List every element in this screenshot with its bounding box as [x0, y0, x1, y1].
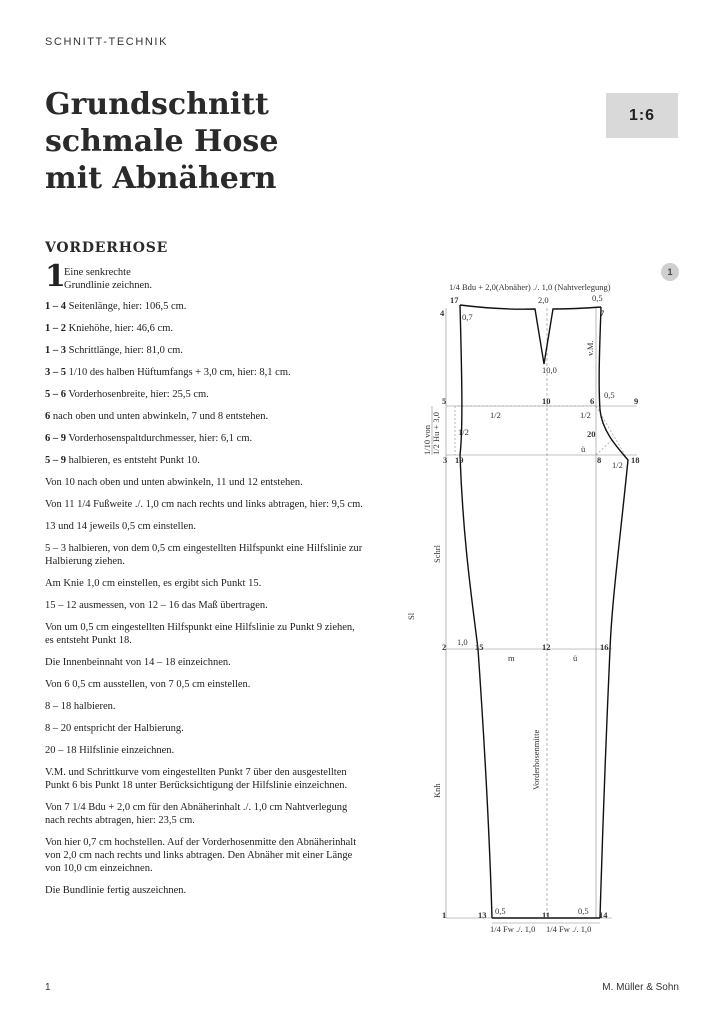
- point-label: 5: [442, 396, 447, 406]
- instruction-text: 13 und 14 jeweils 0,5 cm einstellen.: [45, 521, 197, 532]
- point-label: 1: [442, 910, 447, 920]
- measure-label: 0,5: [592, 293, 603, 303]
- instruction-text: Seitenlänge, hier: 106,5 cm.: [66, 301, 187, 312]
- instruction-text: halbieren, es entsteht Punkt 10.: [66, 455, 200, 466]
- instruction-points: 6: [45, 411, 51, 422]
- helper-8-20: [596, 440, 612, 455]
- measure-label: 1/2: [580, 410, 591, 420]
- measure-label: ü: [573, 653, 578, 663]
- title-line: Grundschnitt: [45, 87, 269, 122]
- measure-label: 1/2: [458, 427, 469, 437]
- measure-label: 1/4 Fw ./. 1,0: [490, 924, 536, 934]
- instruction-text: 1/10 des halben Hüftumfangs + 3,0 cm, hier: 8,1 cm.: [66, 367, 291, 378]
- point-label: 14: [599, 910, 608, 920]
- instruction-text: Kniehöhe, hier: 46,6 cm.: [66, 323, 174, 334]
- point-label: 12: [542, 642, 551, 652]
- measure-label: 2,0: [538, 295, 549, 305]
- point-label: 9: [634, 396, 639, 406]
- point-label: 15: [475, 642, 484, 652]
- instruction-text: Die Innenbeinnaht von 14 – 18 einzeichnen.: [45, 657, 231, 668]
- measure-label: m: [508, 653, 515, 663]
- side-length-label: Sl: [406, 612, 416, 620]
- crotch-length-label: Schrl: [432, 545, 442, 563]
- point-label: 10: [542, 396, 551, 406]
- title-line: mit Abnähern: [45, 161, 277, 196]
- point-label: 19: [455, 455, 464, 465]
- instruction-points: 5 – 6: [45, 389, 66, 400]
- point-label: 11: [542, 910, 551, 920]
- front-center-label: Vorderhosenmitte: [531, 729, 541, 790]
- point-label: 13: [478, 910, 487, 920]
- measure-label: 10,0: [542, 365, 557, 375]
- scale-badge: 1:6: [606, 93, 678, 138]
- instruction-text: Von 10 nach oben und unten abwinkeln, 11 und 12 entstehen.: [45, 477, 303, 488]
- point-label: 3: [443, 455, 448, 465]
- page-number: 1: [45, 982, 51, 993]
- measure-label: 1/4 Fw ./. 1,0: [546, 924, 592, 934]
- instruction-text: 5 – 3 halbieren, von dem 0,5 cm eingestellten Hilfspunkt eine Hilfslinie zur Halbierung ziehen.: [45, 543, 363, 567]
- point-label: 7: [600, 308, 605, 318]
- measure-label: 0,5: [578, 906, 589, 916]
- dim-label: 1/10 von: [422, 425, 432, 455]
- instruction-text: Von 6 0,5 cm ausstellen, von 7 0,5 cm einstellen.: [45, 679, 251, 690]
- instruction-text: Vorderhosenspaltdurchmesser, hier: 6,1 cm.: [66, 433, 253, 444]
- knee-height-label: Knh: [432, 783, 442, 798]
- measure-label: 0,5: [604, 390, 615, 400]
- instruction-text: Von hier 0,7 cm hochstellen. Auf der Vorderhosenmitte den Abnäherinhalt von 2,0 cm nach rechts und links abtragen. Den Abnäher mit einer Länge von 10,0 cm einzeichnen.: [45, 837, 357, 874]
- title-line: schmale Hose: [45, 124, 279, 159]
- instruction-text: 8 – 20 entspricht der Halbierung.: [45, 723, 184, 734]
- instruction-text: V.M. und Schrittkurve vom eingestellten Punkt 7 über den ausgestellten Punkt 6 bis Punkt 18 unter Berücksichtigung der Hilfslinie einzeichnen.: [45, 767, 348, 791]
- instruction-text: 20 – 18 Hilfslinie einzeichnen.: [45, 745, 175, 756]
- point-label: 17: [450, 295, 459, 305]
- instruction-points: 1 – 4: [45, 301, 66, 312]
- measure-label: 1,0: [457, 637, 468, 647]
- instruction-text: Am Knie 1,0 cm einstellen, es ergibt sich Punkt 15.: [45, 578, 262, 589]
- figure-number-badge: 1: [661, 263, 679, 281]
- instruction-points: 3 – 5: [45, 367, 66, 378]
- measure-label: 1/2: [612, 460, 623, 470]
- point-label: 8: [597, 455, 602, 465]
- instruction-points: 6 – 9: [45, 433, 66, 444]
- instruction-text: Von 7 1/4 Bdu + 2,0 cm für den Abnäherinhalt ./. 1,0 cm Nahtverlegung nach rechts abtragen, hier: 23,5 cm.: [45, 802, 348, 826]
- side-seam: [460, 305, 492, 918]
- instruction-text: Von 11 1/4 Fußweite ./. 1,0 cm nach rechts und links abtragen, hier: 9,5 cm.: [45, 499, 363, 510]
- vm-label: v.M.: [585, 340, 595, 356]
- point-label: 18: [631, 455, 640, 465]
- point-label: 4: [440, 308, 445, 318]
- measure-label: 0,5: [495, 906, 506, 916]
- waistline-with-dart: [460, 305, 601, 364]
- instruction-text: nach oben und unten abwinkeln, 7 und 8 entstehen.: [50, 411, 269, 422]
- publisher: M. Müller & Sohn: [602, 982, 679, 993]
- instruction-text: Die Bundlinie fertig auszeichnen.: [45, 885, 187, 896]
- point-label: 20: [587, 429, 596, 439]
- instruction-points: 1 – 2: [45, 323, 66, 334]
- instruction-text: 15 – 12 ausmessen, von 12 – 16 das Maß übertragen.: [45, 600, 268, 611]
- step-text: Eine senkrechte Grundlinie zeichnen.: [64, 267, 153, 291]
- dim-label: 1/2 Hu + 3,0: [431, 411, 441, 455]
- point-label: 16: [600, 642, 609, 652]
- measure-label: 1/2: [490, 410, 501, 420]
- measure-label: 0,7: [462, 312, 473, 322]
- measure-label: ü: [581, 444, 586, 454]
- point-label: 2: [442, 642, 447, 652]
- instruction-points: 5 – 9: [45, 455, 66, 466]
- instruction-text: Von um 0,5 cm eingestellten Hilfspunkt eine Hilfslinie zu Punkt 9 ziehen, es entsteht Punkt 18.: [45, 622, 355, 646]
- instruction-text: 8 – 18 halbieren.: [45, 701, 116, 712]
- step-number: 1: [45, 259, 66, 294]
- section-heading: VORDERHOSE: [45, 240, 169, 256]
- point-label: 6: [590, 396, 595, 406]
- instruction-text: Vorderhosenbreite, hier: 25,5 cm.: [66, 389, 209, 400]
- section-kicker: SCHNITT-TECHNIK: [45, 36, 168, 48]
- instruction-text: Schrittlänge, hier: 81,0 cm.: [66, 345, 183, 356]
- top-label: 1/4 Bdu + 2,0(Abnäher) ./. 1,0 (Nahtverlegung): [449, 282, 611, 292]
- instruction-points: 1 – 3: [45, 345, 66, 356]
